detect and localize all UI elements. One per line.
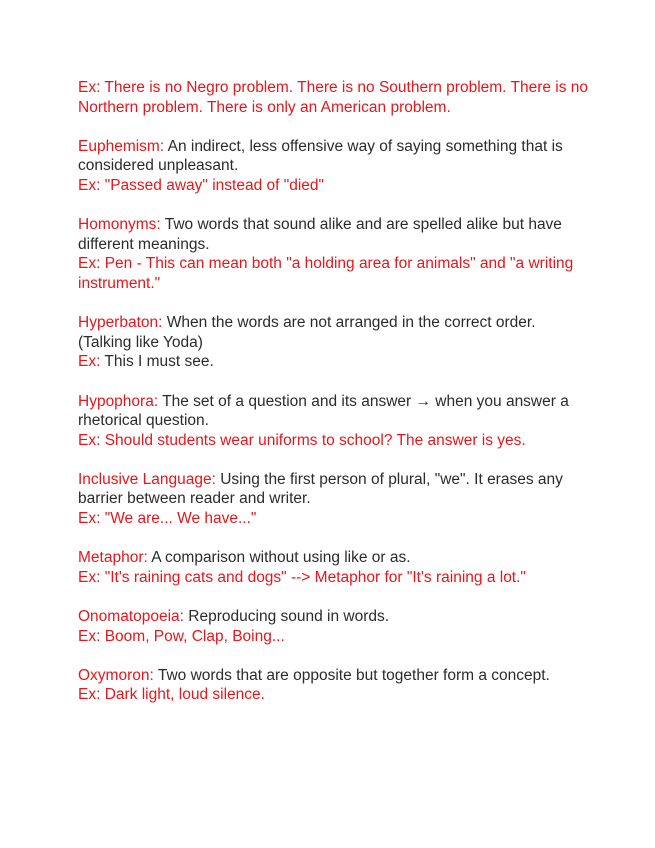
entry-example: Ex: "Passed away" instead of "died" — [78, 176, 325, 194]
entry-term: Metaphor: — [78, 549, 148, 567]
document-page — [78, 78, 593, 725]
entry-term: Oxymoron: — [78, 666, 154, 684]
entry-oxymoron — [78, 666, 593, 705]
entry-example: Ex: Dark light, loud silence. — [78, 686, 265, 704]
entry-hypophora — [78, 392, 593, 451]
example-prefix: Ex: — [78, 353, 101, 371]
entry-hyperbaton — [78, 313, 593, 372]
entry-definition: When the words are not arranged in the correct order. (Talking like Yoda) — [78, 314, 536, 351]
entry-definition: Two words that are opposite but together form a concept. — [153, 666, 550, 684]
entry-example: Ex: Should students wear uniforms to school? The answer is yes. — [78, 431, 526, 449]
entry-definition: A comparison without using like or as. — [147, 549, 411, 567]
entry-metaphor — [78, 548, 593, 587]
entry-euphemism — [78, 137, 593, 196]
entry-term: Homonyms: — [78, 216, 161, 234]
entry-example: Ex: "We are... We have..." — [78, 510, 257, 528]
entry-onomatopoeia — [78, 607, 593, 646]
entry-definition: Reproducing sound in words. — [184, 608, 390, 626]
entry-example: Ex: There is no Negro problem. There is no Southern problem. There is no Northern problem. There is only an American problem. — [78, 79, 589, 116]
entry-example: Ex: "It's raining cats and dogs" --> Metaphor for "It's raining a lot." — [78, 568, 526, 586]
entry-example: Ex: Boom, Pow, Clap, Boing... — [78, 627, 285, 645]
entry-american-problem — [78, 78, 593, 117]
entry-term: Inclusive Language: — [78, 470, 216, 488]
entry-definition: The set of a question and its answer → when you answer a rhetorical question. — [78, 392, 569, 430]
entry-definition: Two words that sound alike and are spelled alike but have different meanings. — [78, 216, 562, 253]
entry-example — [78, 352, 593, 372]
example-text: This I must see. — [100, 353, 214, 371]
entry-definition: An indirect, less offensive way of saying something that is considered unpleasant. — [78, 137, 563, 175]
entry-term: Onomatopoeia: — [78, 608, 184, 626]
entry-definition: Using the first person of plural, "we". It erases any barrier between reader and writer. — [78, 470, 563, 508]
entry-example: Ex: Pen - This can mean both "a holding area for animals" and "a writing instrument." — [78, 255, 574, 292]
entry-term: Hypophora: — [78, 392, 159, 410]
entry-term: Hyperbaton: — [78, 314, 163, 332]
entry-homonyms — [78, 215, 593, 293]
entry-term: Euphemism: — [78, 137, 165, 155]
entry-inclusive-language — [78, 470, 593, 529]
